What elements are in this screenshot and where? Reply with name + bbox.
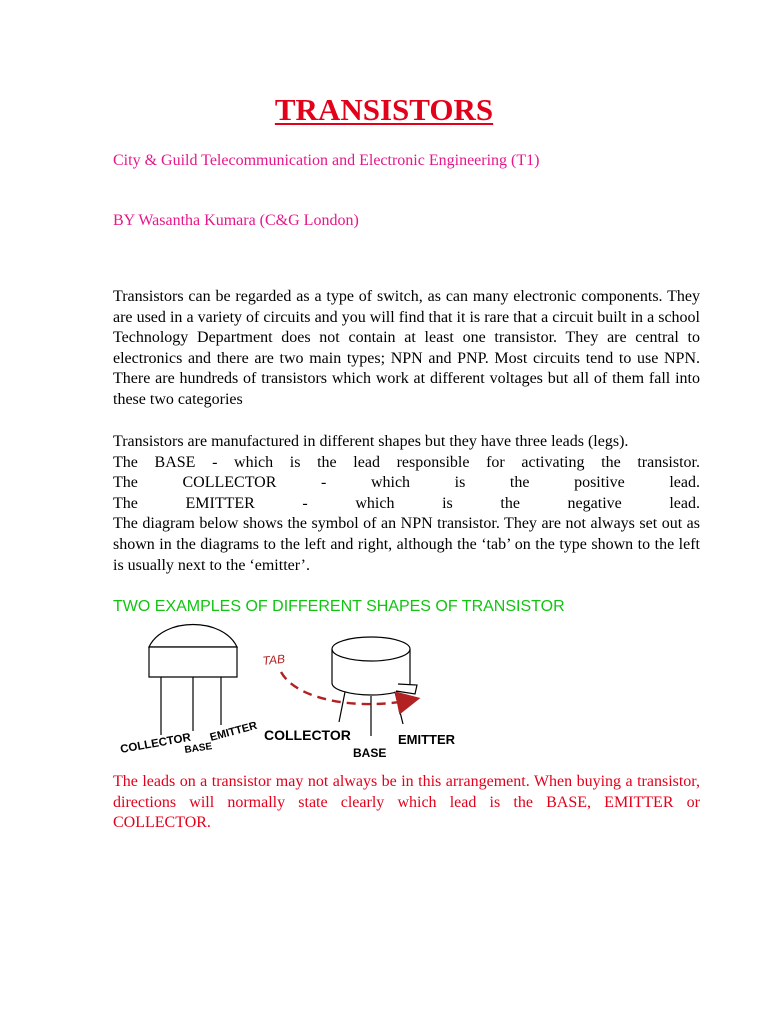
leads-intro: Transistors are manufactured in different shapes but they have three leads (legs). <box>113 433 629 450</box>
tab-arrow <box>281 672 411 704</box>
author-line: BY Wasantha Kumara (C&G London) <box>113 212 359 229</box>
transistor-shapes-diagram <box>113 622 473 770</box>
examples-heading: TWO EXAMPLES OF DIFFERENT SHAPES OF TRANSISTOR <box>113 598 565 615</box>
right-base-label: BASE <box>353 746 387 760</box>
flat-transistor-drawing <box>149 625 237 736</box>
collector-description: The COLLECTOR - which is the positive lead. <box>113 474 700 492</box>
page-title: TRANSISTORS <box>274 92 494 127</box>
course-subtitle: City & Guild Telecommunication and Electronic Engineering (T1) <box>113 152 540 169</box>
tab-label: TAB <box>261 651 286 668</box>
emitter-description: The EMITTER - which is the negative lead. <box>113 494 700 512</box>
diagram-description: The diagram below shows the symbol of an NPN transistor. They are not always set out as shown in the diagrams to the left and right, although the ‘tab’ on the type shown to the left is usually next to the ‘emitter’. <box>113 515 700 574</box>
can-transistor-drawing <box>332 637 417 736</box>
leads-note: The leads on a transistor may not always be in this arrangement. When buying a transistor, directions will normally state clearly which lead is the BASE, EMITTER or COLLECTOR. <box>113 773 700 832</box>
right-emitter-label: EMITTER <box>398 732 456 747</box>
intro-paragraph: Transistors can be regarded as a type of switch, as can many electronic components. They are used in a variety of circuits and you will find that it is rare that a circuit built in a school Technology Department does not contain at least one transistor. They are central to electronics and there are two main types; NPN and PNP. Most circuits tend to use NPN. There are hundreds of transistors which work at different voltages but all of them fall into these two categories <box>113 288 700 408</box>
right-collector-label: COLLECTOR <box>264 727 351 743</box>
leads-paragraph <box>113 432 700 576</box>
left-collector-label: COLLECTOR <box>119 731 192 756</box>
left-emitter-label: EMITTER <box>208 719 259 744</box>
base-description: The BASE - which is the lead responsible for activating the transistor. <box>113 453 700 471</box>
left-base-label: BASE <box>183 741 213 756</box>
